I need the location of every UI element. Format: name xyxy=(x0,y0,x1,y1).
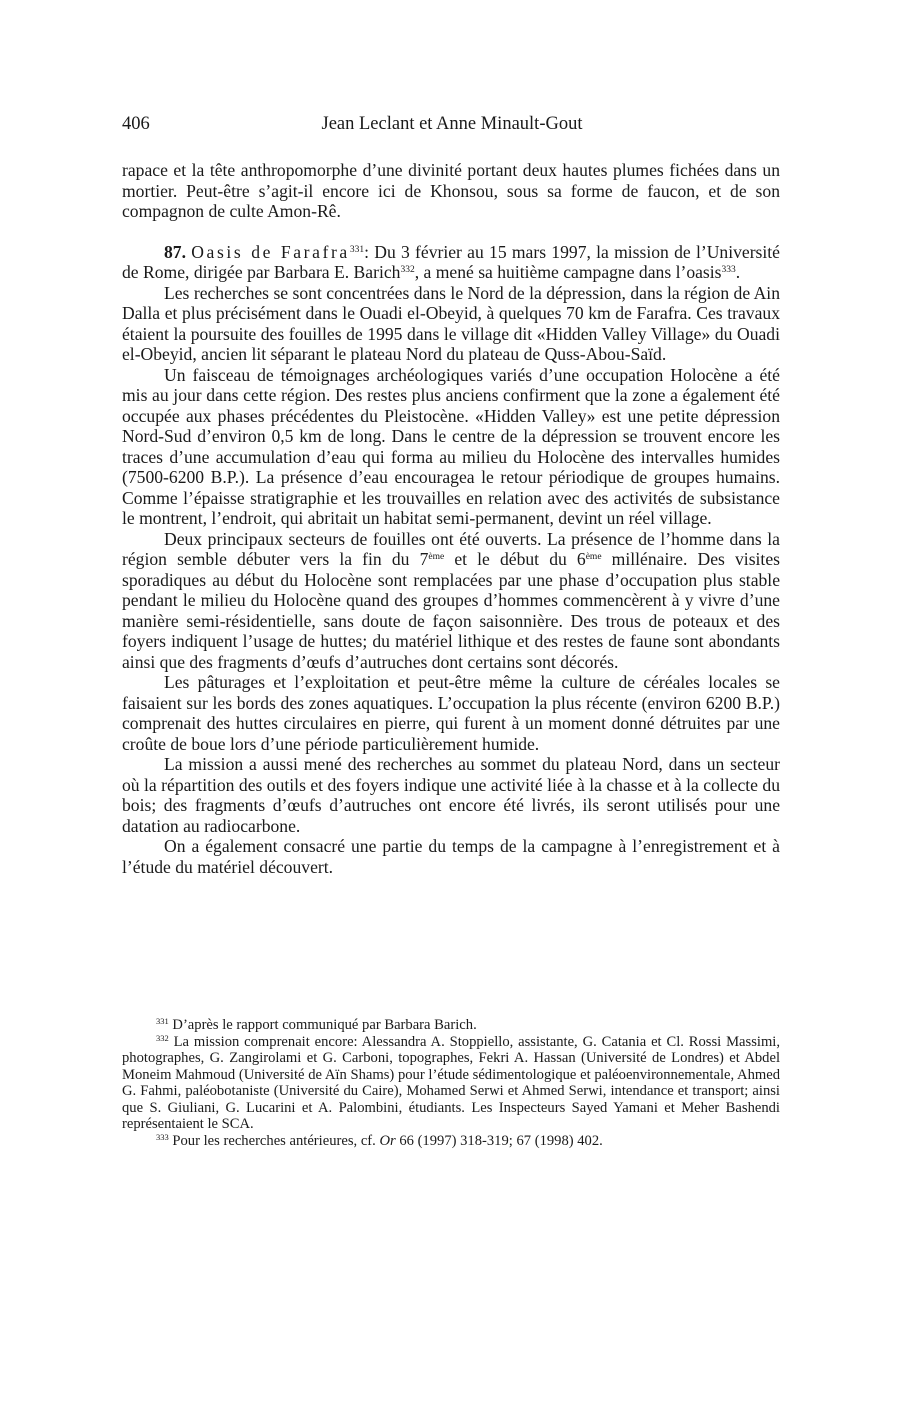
footnote-333: $^{333}$ Pour les recherches antérieures, cf. Or 66 (1997) 318-319; 67 (1998) 402. xyxy=(156,1131,603,1149)
paragraph: Les pâturages et l’exploitation et peut-être même la culture de céréales locales se faisaient sur les bords des zones aquatiques. L’occupation la plus récente (environ 6200 B.P.) comprenait des huttes circulaires en pierre, qui furent à un moment donné détruites par une croûte de boue lors d’une période particulièrement humide. xyxy=(122,672,780,754)
main-text xyxy=(122,160,780,877)
footnote-number: 332 xyxy=(156,1032,169,1043)
footnotes xyxy=(122,1017,780,1149)
footnote-number: 331 xyxy=(156,1016,169,1026)
page-number: 406 xyxy=(122,114,150,134)
footnote-331: $^{331}$ D’après le rapport communiqué par Barbara Barich. xyxy=(156,1016,477,1033)
paragraph: Deux principaux secteurs de fouilles ont été ouverts. La présence de l’homme dans la région semble débuter vers la fin du 7ème et le début du 6ème millénaire. Des visites sporadiques au début du Holocène sont remplacées par une phase d’occupation plus stable pendant le milieu du Holocène quand des groupes d’hommes commencèrent à y vivre d’une manière semi-résidentielle, sans doute de façon saisonnière. Des trous de poteaux et des foyers indiquent l’usage de huttes; du matériel lithique et des restes de faune sont abondants ainsi que des fragments d’œufs d’autruches dont certains sont décorés. xyxy=(122,528,780,672)
paragraph: On a également consacré une partie du temps de la campagne à l’enregistrement et à l’étude du matériel découvert. xyxy=(122,836,780,877)
footnote-ref-331[interactable]: 331 xyxy=(349,244,365,255)
section-87-paragraph: 87. Oasis de Farafra$^{331}$: Du 3 février au 15 mars 1997, la mission de l’Université de Rome, dirigée par Barbara E. Barich$^{332}$, a mené sa huitième campagne dans l’oasis$^{333}$. xyxy=(122,241,780,282)
paragraph-continued: rapace et la tête anthropomorphe d’une divinité portant deux hautes plumes fichées dans un mortier. Peut-être s’agit-il encore ici de Khonsou, sous sa forme de faucon, et de son compagnon de culte Amon-Rê. xyxy=(122,160,780,221)
section-number: 87. xyxy=(164,241,186,262)
footnote-ref-332[interactable]: 332 xyxy=(400,265,415,275)
page-header xyxy=(122,114,782,140)
paragraph: Les recherches se sont concentrées dans le Nord de la dépression, dans la région de Ain Dalla et plus précisément dans le Ouadi el-Obeyid, à quelques 70 km de Farafra. Ces travaux étaient la poursuite des fouilles de 1995 dans le village dit «Hidden Valley Village» du Ouadi el-Obeyid, ancien lit séparant le plateau Nord du plateau de Quss-Abou-Saïd. xyxy=(122,282,780,364)
paragraph: La mission a aussi mené des recherches au sommet du plateau Nord, dans un secteur où la répartition des outils et des foyers indique une activité liée à la chasse et à la collecte du bois; des fragments d’œufs d’autruches ont encore été livrés, ils seront utilisés pour une datation au radiocarbone. xyxy=(122,754,780,836)
paragraph: Un faisceau de témoignages archéologiques variés d’une occupation Holocène a été mis au jour dans cette région. Des restes plus anciens confirment que la zone a également été occupée aux phases précédentes du Pleistocène. «Hidden Valley» est une petite dépression Nord-Sud d’environ 0,5 km de long. Dans le centre de la dépression se trouvent encore les traces d’une accumulation d’eau qui forma au milieu du Holocène des intervalles humides (7500-6200 B.P.). La présence d’eau encouragea le retour périodique de groupes humains. Comme l’épaisse stratigraphie et les trouvailles en relation avec des activités de subsistance le montrent, l’endroit, qui abritait un habitat semi-permanent, devint un réel village. xyxy=(122,364,780,528)
journal-abbreviation: Or xyxy=(379,1132,396,1149)
running-head: Jean Leclant et Anne Minault-Gout xyxy=(321,114,583,134)
footnote-number: 333 xyxy=(156,1131,169,1142)
section-title: Oasis de Farafra xyxy=(191,241,350,262)
footnote-ref-333[interactable]: 333 xyxy=(721,265,736,275)
footnote-332: $^{332}$ La mission comprenait encore: Alessandra A. Stoppiello, assistante, G. Catania et Cl. Rossi Massimi, photographes, G. Zangirolami et G. Carboni, topographes, Fekri A. Hassan (Université de Londres) et Abdel Moneim Mahmoud (Université de Aïn Shams) pour l’étude sédimentologique et paléoenvironnementale, Ahmed G. Fahmi, paléobotaniste (Université du Caire), Mohamed Serwi et Ahmed Serwi, intendance et transport; ainsi que S. Giuliani, G. Lucarini et A. Palombini, étudiants. Les Inspecteurs Sayed Yamani et Meher Bashendi représentaient le SCA. xyxy=(122,1032,780,1132)
